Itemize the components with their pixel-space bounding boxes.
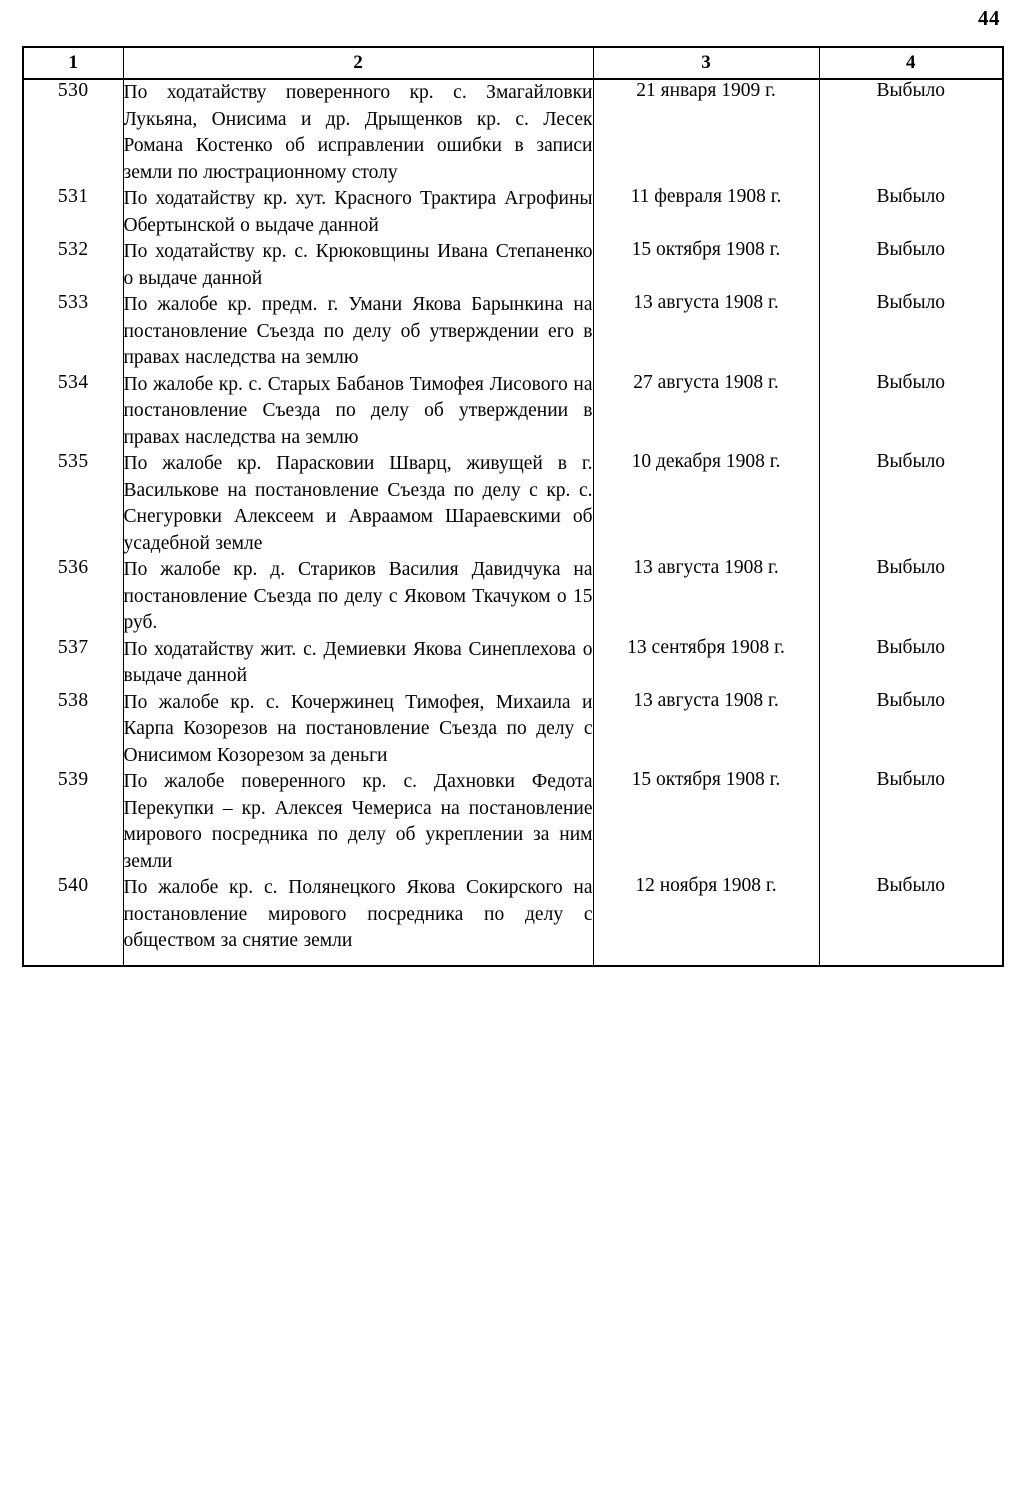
- column-header-4: 4: [819, 47, 1003, 79]
- record-date: 10 декабря 1908 г.: [593, 451, 819, 557]
- record-description: По ходатайству кр. с. Крюковщины Ивана Степаненко о выдаче данной: [123, 239, 593, 292]
- record-status: Выбыло: [819, 292, 1003, 372]
- record-status: Выбыло: [819, 690, 1003, 770]
- record-description: По жалобе кр. с. Старых Бабанов Тимофея Лисового на постановление Съезда по делу об утверждении в правах наследства на землю: [123, 372, 593, 452]
- record-description: По жалобе кр. с. Кочержинец Тимофея, Михаила и Карпа Козорезов на постановление Съезда по делу с Онисимом Козорезом за деньги: [123, 690, 593, 770]
- table-body: [23, 79, 1003, 966]
- table-row: [23, 79, 1003, 186]
- page-number: 44: [978, 6, 1000, 30]
- table-row: [23, 769, 1003, 875]
- record-description: По ходатайству поверенного кр. с. Змагайловки Лукьяна, Онисима и др. Дрыщенков кр. с. Лесек Романа Костенко об исправлении ошибки в записи земли по люстрационному столу: [123, 79, 593, 186]
- table-header: [23, 47, 1003, 79]
- record-number: 539: [23, 769, 123, 875]
- table-row: [23, 292, 1003, 372]
- table-row: [23, 451, 1003, 557]
- record-date: 13 августа 1908 г.: [593, 557, 819, 637]
- record-description: По жалобе кр. с. Полянецкого Якова Сокирского на постановление мирового посредника по делу с обществом за снятие земли: [123, 875, 593, 966]
- record-status: Выбыло: [819, 451, 1003, 557]
- record-description: По жалобе кр. предм. г. Умани Якова Барынкина на постановление Съезда по делу об утверждении его в правах наследства на землю: [123, 292, 593, 372]
- record-number: 531: [23, 186, 123, 239]
- table-row: [23, 875, 1003, 966]
- record-date: 13 августа 1908 г.: [593, 292, 819, 372]
- record-date: 15 октября 1908 г.: [593, 239, 819, 292]
- record-status: Выбыло: [819, 186, 1003, 239]
- record-date: 27 августа 1908 г.: [593, 372, 819, 452]
- record-number: 537: [23, 637, 123, 690]
- column-header-3: 3: [593, 47, 819, 79]
- table-row: [23, 239, 1003, 292]
- column-header-2: 2: [123, 47, 593, 79]
- record-date: 21 января 1909 г.: [593, 79, 819, 186]
- table-row: [23, 186, 1003, 239]
- record-description: По жалобе кр. Парасковии Шварц, живущей в г. Василькове на постановление Съезда по делу с кр. с. Снегуровки Алексеем и Авраамом Шараевскими об усадебной земле: [123, 451, 593, 557]
- record-status: Выбыло: [819, 79, 1003, 186]
- column-header-1: 1: [23, 47, 123, 79]
- record-description: По ходатайству жит. с. Демиевки Якова Синеплехова о выдаче данной: [123, 637, 593, 690]
- record-number: 533: [23, 292, 123, 372]
- record-date: 12 ноября 1908 г.: [593, 875, 819, 966]
- table-row: [23, 637, 1003, 690]
- record-status: Выбыло: [819, 637, 1003, 690]
- record-status: Выбыло: [819, 372, 1003, 452]
- record-description: По жалобе поверенного кр. с. Дахновки Федота Перекупки – кр. Алексея Чемериса на постановление мирового посредника по делу об укреплении за ним земли: [123, 769, 593, 875]
- record-number: 535: [23, 451, 123, 557]
- record-date: 15 октября 1908 г.: [593, 769, 819, 875]
- record-status: Выбыло: [819, 875, 1003, 966]
- record-date: 13 сентября 1908 г.: [593, 637, 819, 690]
- record-number: 532: [23, 239, 123, 292]
- table-row: [23, 557, 1003, 637]
- record-number: 536: [23, 557, 123, 637]
- record-number: 538: [23, 690, 123, 770]
- record-status: Выбыло: [819, 557, 1003, 637]
- record-status: Выбыло: [819, 239, 1003, 292]
- record-date: 11 февраля 1908 г.: [593, 186, 819, 239]
- record-number: 540: [23, 875, 123, 966]
- record-number: 534: [23, 372, 123, 452]
- record-date: 13 августа 1908 г.: [593, 690, 819, 770]
- table-header-row: [23, 47, 1003, 79]
- table-row: [23, 690, 1003, 770]
- register-table: [22, 46, 1004, 967]
- record-description: По жалобе кр. д. Стариков Василия Давидчука на постановление Съезда по делу с Яковом Ткачуком о 15 руб.: [123, 557, 593, 637]
- record-number: 530: [23, 79, 123, 186]
- record-status: Выбыло: [819, 769, 1003, 875]
- record-description: По ходатайству кр. хут. Красного Трактира Агрофины Обертынской о выдаче данной: [123, 186, 593, 239]
- table-row: [23, 372, 1003, 452]
